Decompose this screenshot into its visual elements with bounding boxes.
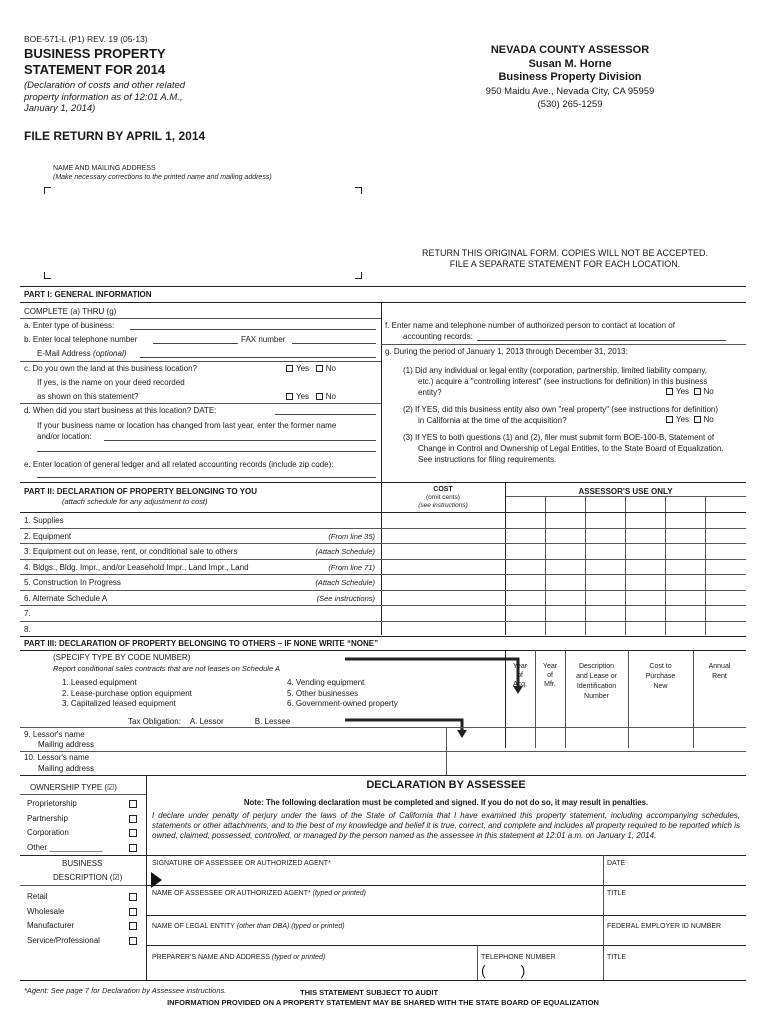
part2-row-label: 8. xyxy=(24,624,31,634)
title-label: TITLE xyxy=(607,890,627,897)
ownership-checkbox[interactable] xyxy=(129,800,137,808)
date-label: DATE xyxy=(607,860,626,867)
lessor9-name-label: 9. Lessor's name xyxy=(24,730,85,739)
q-g2: (2) If YES, did this business entity also own "real property" (see instructions for definition) in California at the time of the acquisition? xyxy=(403,405,719,425)
business-item-label: Wholesale xyxy=(27,906,65,916)
business-checkbox[interactable] xyxy=(129,893,137,901)
ownership-type-label: OWNERSHIP TYPE (☑) xyxy=(30,783,117,792)
ownership-item-label: Corporation xyxy=(27,828,69,837)
business-item-label: Retail xyxy=(27,892,48,901)
ownership-item-label: Partnership xyxy=(27,813,68,823)
part2-row-note: (Attach Schedule) xyxy=(315,578,375,587)
ownership-checkbox[interactable] xyxy=(129,829,137,837)
ownership-checkbox[interactable] xyxy=(129,815,137,823)
q-e-label: e. Enter location of general ledger and all related accounting records (include zip code): xyxy=(24,460,334,469)
q-g2-options: Yes No xyxy=(666,415,714,424)
q-c3-label: as shown on this statement? xyxy=(37,392,139,401)
email-label: E-Mail Address (optional) xyxy=(37,349,127,358)
part2-row-note: (See instructions) xyxy=(316,593,375,603)
fein-label: FEDERAL EMPLOYER ID NUMBER xyxy=(607,923,722,930)
part2-row-label: 5. Construction In Progress xyxy=(24,578,121,587)
col-year-acq: Year of Acq. xyxy=(512,663,528,688)
code-list-right: 4. Vending equipment 5. Other businesses 6. Government-owned property xyxy=(287,678,398,708)
part1-complete: COMPLETE (a) THRU (g) xyxy=(24,307,117,316)
lessor9-input[interactable] xyxy=(100,728,446,750)
preparer-label: PREPARER'S NAME AND ADDRESS (typed or printed) xyxy=(152,954,326,961)
declaration-heading: DECLARATION BY ASSESSEE xyxy=(366,779,526,791)
assessor-use-header: ASSESSOR'S USE ONLY xyxy=(578,487,673,496)
assessee-name-field[interactable] xyxy=(152,898,600,914)
telephone-label: TELEPHONE NUMBER xyxy=(481,954,556,961)
legal-entity-field[interactable] xyxy=(152,931,600,944)
declaration-text: I declare under penalty of perjury under the laws of the State of California that I have examined this property statement, including accompanying schedules, statements or other attachments, and to the best of my knowledge and belief it is true, correct, and complete and includes all property required to be reported which is owned, claimed, possessed, controlled, or managed by the person named as the assessee in this statement at 12:01 a.m. on January 1, 2014. xyxy=(152,811,740,840)
business-item-label: Manufacturer xyxy=(27,921,75,930)
return-instructions: RETURN THIS ORIGINAL FORM. COPIES WILL NOT BE ACCEPTED. FILE A SEPARATE STATEMENT FOR EACH LOCATION. xyxy=(421,248,709,269)
q-b-label: b. Enter local telephone number xyxy=(24,335,138,344)
part2-row-label: 4. Bldgs., Bldg. Impr., and/or Leasehold Impr., Land Impr., Land xyxy=(24,562,249,572)
q-c2-label: If yes, is the name on your deed recorded xyxy=(37,378,185,387)
q-d2-label: If your business name or location has changed from last year, enter the former name xyxy=(37,421,337,430)
col-annual-rent: Annual Rent xyxy=(708,663,731,680)
assessor-office: NEVADA COUNTY ASSESSOR xyxy=(490,44,650,56)
preparer-field[interactable] xyxy=(152,962,474,978)
signature-label: SIGNATURE OF ASSESSEE OR AUTHORIZED AGENT* xyxy=(152,860,331,867)
title2-field[interactable] xyxy=(607,962,743,978)
part2-row-label: 1. Supplies xyxy=(24,516,64,525)
q-g1: (1) Did any individual or legal entity (corporation, partnership, limited liability company, etc.) acquire a "controlling interest" (see instructions for definition) in this business entity? xyxy=(403,366,708,397)
assessee-name-label: NAME OF ASSESSEE OR AUTHORIZED AGENT* (typed or printed) xyxy=(152,890,366,897)
mailing-note: (Make necessary corrections to the printed name and mailing address) xyxy=(53,174,272,181)
q-g3: (3) If YES to both questions (1) and (2), filer must submit form BOE-100-B, Statement of Change in Control and Ownership of Legal Entities, to the State Board of Equalization. See instructions for filing requirements. xyxy=(403,433,724,464)
col-description: Description and Lease or Identification Number xyxy=(576,663,617,700)
declaration-note: Note: The following declaration must be completed and signed. If you do not do so, it may result in penalties. xyxy=(243,798,649,807)
telephone-field[interactable]: ( ) xyxy=(481,962,526,978)
business-checkbox[interactable] xyxy=(129,937,137,945)
ownership-checkbox[interactable] xyxy=(129,844,137,852)
business-checkbox[interactable] xyxy=(129,922,137,930)
part1-heading: PART I: GENERAL INFORMATION xyxy=(24,290,152,299)
form-title-line1: BUSINESS PROPERTY xyxy=(24,46,166,61)
cost-column-header: COST (omit cents) (see instructions) xyxy=(418,486,468,509)
business-desc-label2: DESCRIPTION (☑) xyxy=(53,873,123,882)
q-f-label: f. Enter name and telephone number of authorized person to contact at location of xyxy=(385,321,675,330)
part2-row-note: (From line 35) xyxy=(328,531,375,541)
fein-field[interactable] xyxy=(607,931,743,944)
assessor-address: 950 Maidu Ave., Nevada City, CA 95959 xyxy=(485,85,655,97)
title-field[interactable] xyxy=(607,898,743,914)
mailing-label: NAME AND MAILING ADDRESS xyxy=(53,165,156,172)
q-g-label: g. During the period of January 1, 2013 through December 31, 2013: xyxy=(385,347,628,356)
assessor-phone: (530) 265-1259 xyxy=(537,99,603,110)
business-checkbox[interactable] xyxy=(129,908,137,916)
signature-field[interactable] xyxy=(166,868,600,884)
q-d3-label: and/or location: xyxy=(37,432,92,441)
q-c3-options: Yes No xyxy=(286,392,336,401)
ownership-item-label: Other ____________ xyxy=(27,842,103,852)
q-c-label: c. Do you own the land at this business location? xyxy=(24,364,197,373)
file-return-deadline: FILE RETURN BY APRIL 1, 2014 xyxy=(24,129,206,143)
lessor9-address-label: Mailing address xyxy=(38,740,95,749)
q-c-options: Yes No xyxy=(286,364,336,373)
share-notice: INFORMATION PROVIDED ON A PROPERTY STATEMENT MAY BE SHARED WITH THE STATE BOARD OF EQUALIZATION xyxy=(167,998,599,1007)
part2-subheading: (attach schedule for any adjustment to cost) xyxy=(62,497,208,506)
date-field[interactable] xyxy=(607,868,743,884)
assessor-division: Business Property Division xyxy=(498,71,642,83)
form-title-line2: STATEMENT FOR 2014 xyxy=(24,62,166,77)
q-d-label: d. When did you start business at this location? DATE: xyxy=(24,406,217,415)
business-desc-label1: BUSINESS xyxy=(62,859,103,868)
tax-obligation-label: Tax Obligation: A. Lessor B. Lessee xyxy=(128,717,291,726)
part2-row-label: 2. Equipment xyxy=(24,531,72,541)
form-id: BOE-571-L (P1) REV. 19 (05-13) xyxy=(24,34,148,44)
part2-row-note: (From line 71) xyxy=(328,562,375,572)
part2-heading: PART II: DECLARATION OF PROPERTY BELONGING TO YOU xyxy=(24,487,258,496)
legal-entity-label: NAME OF LEGAL ENTITY (other than DBA) (typed or printed) xyxy=(152,923,345,930)
part3-report: Report conditional sales contracts that are not leases on Schedule A xyxy=(53,664,280,673)
fax-label: FAX number xyxy=(241,335,286,344)
q-f2-label: accounting records: xyxy=(403,332,473,341)
part2-row-label: 7. xyxy=(24,609,31,618)
business-item-label: Service/Professional xyxy=(27,935,100,945)
part3-specify: (SPECIFY TYPE BY CODE NUMBER) xyxy=(53,653,191,662)
lessor10-name-label: 10. Lessor's name xyxy=(24,753,90,762)
assessor-name: Susan M. Horne xyxy=(528,57,612,70)
title2-label: TITLE xyxy=(607,954,627,961)
part2-row-note: (Attach Schedule) xyxy=(315,547,375,556)
audit-notice: THIS STATEMENT SUBJECT TO AUDIT xyxy=(300,988,439,997)
code-list-left: 1. Leased equipment 2. Lease-purchase option equipment 3. Capitalized leased equipment xyxy=(62,678,192,708)
lessor10-input[interactable] xyxy=(100,752,446,774)
part2-row-label: 3. Equipment out on lease, rent, or conditional sale to others xyxy=(24,547,238,556)
q-g1-options: Yes No xyxy=(666,387,714,396)
agent-note: *Agent: See page 7 for Declaration by Assessee instructions. xyxy=(24,986,227,995)
col-year-mfr: Year of Mfr. xyxy=(542,663,558,688)
lessor10-address-label: Mailing address xyxy=(38,764,95,773)
part2-row-label: 6. Alternate Schedule A xyxy=(24,593,108,603)
col-cost-new: Cost to Purchase New xyxy=(645,663,676,690)
q-a-label: a. Enter type of business: xyxy=(24,321,115,330)
part3-heading: PART III: DECLARATION OF PROPERTY BELONGING TO OTHERS – IF NONE WRITE “NONE” xyxy=(24,639,379,648)
ownership-item-label: Proprietorship xyxy=(27,799,77,808)
form-subtitle: (Declaration of costs and other related property information as of 12:01 A.M., January 1, 2014) xyxy=(24,80,186,114)
